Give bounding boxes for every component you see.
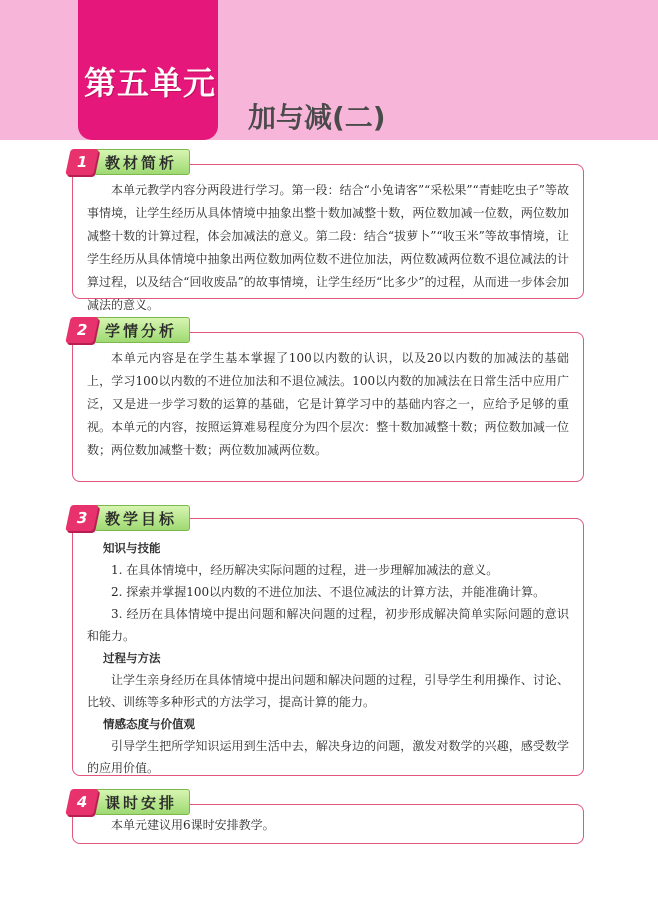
section-tab [68, 786, 190, 818]
unit-label: 第五单元 [84, 64, 217, 102]
section-title: 教学目标 [94, 505, 190, 531]
unit-title: 加与减(二) [248, 101, 386, 134]
goal-subheading: 知识与技能 [103, 541, 161, 555]
goal-item: 3. 经历在具体情境中提出问题和解决问题的过程，初步形成解决简单实际问题的意识和能力。 [87, 607, 569, 643]
section-number: 2 [65, 317, 99, 343]
section-tab [68, 314, 190, 346]
section-title: 教材简析 [94, 149, 190, 175]
section-number: 4 [65, 789, 99, 815]
goal-subheading: 情感态度与价值观 [103, 717, 195, 731]
section-textbook-analysis [72, 164, 584, 312]
goal-item: 引导学生把所学知识运用到生活中去，解决身边的问题，激发对数学的兴趣，感受数学的应用价值。 [87, 739, 569, 775]
section-title: 学情分析 [94, 317, 190, 343]
goal-subheading: 过程与方法 [103, 651, 161, 665]
goal-item: 2. 探索并掌握100以内数的不进位加法、不退位减法的计算方法，并能准确计算。 [111, 585, 546, 599]
section-teaching-goals [72, 518, 584, 776]
section-learner-analysis [72, 332, 584, 482]
goal-item: 让学生亲身经历在具体情境中提出问题和解决问题的过程，引导学生利用操作、讨论、比较、训练等多种形式的方法学习，提高计算的能力。 [87, 673, 569, 709]
section-tab [68, 502, 190, 534]
section-paragraph: 本单元教学内容分两段进行学习。第一段：结合“小兔请客”“采松果”“青蛙吃虫子”等故事情境，让学生经历从具体情境中抽象出整十数加减整十数，两位数加减一位数，两位数加减整十数的计算过程，体会加减法的意义。第二段：结合“拔萝卜”“收玉米”等故事情境，让学生经历从具体情境中抽象出两位数加两位数不进位加法，两位数减两位数不退位减法的计算过程，以及结合“回收废品”的故事情境，让学生经历“比多少”的过程，从而进一步体会加减法的意义。 [87, 183, 569, 312]
goal-item: 1. 在具体情境中，经历解决实际问题的过程，进一步理解加减法的意义。 [111, 563, 499, 577]
section-number: 1 [65, 149, 99, 175]
section-paragraph: 本单元内容是在学生基本掌握了100以内数的认识，以及20以内数的加减法的基础上，学习100以内数的不进位加法和不退位减法。100以内数的加减法在日常生活中应用广泛，又是进一步学习数的运算的基础，它是计算学习中的基础内容之一，应给予足够的重视。本单元的内容，按照运算难易程度分为四个层次：整十数加减整十数；两位数加减一位数；两位数加减整十数；两位数加减两位数。 [87, 351, 569, 457]
section-paragraph: 本单元建议用6课时安排教学。 [111, 818, 275, 832]
section-title: 课时安排 [94, 789, 190, 815]
section-tab [68, 146, 190, 178]
section-number: 3 [65, 505, 99, 531]
